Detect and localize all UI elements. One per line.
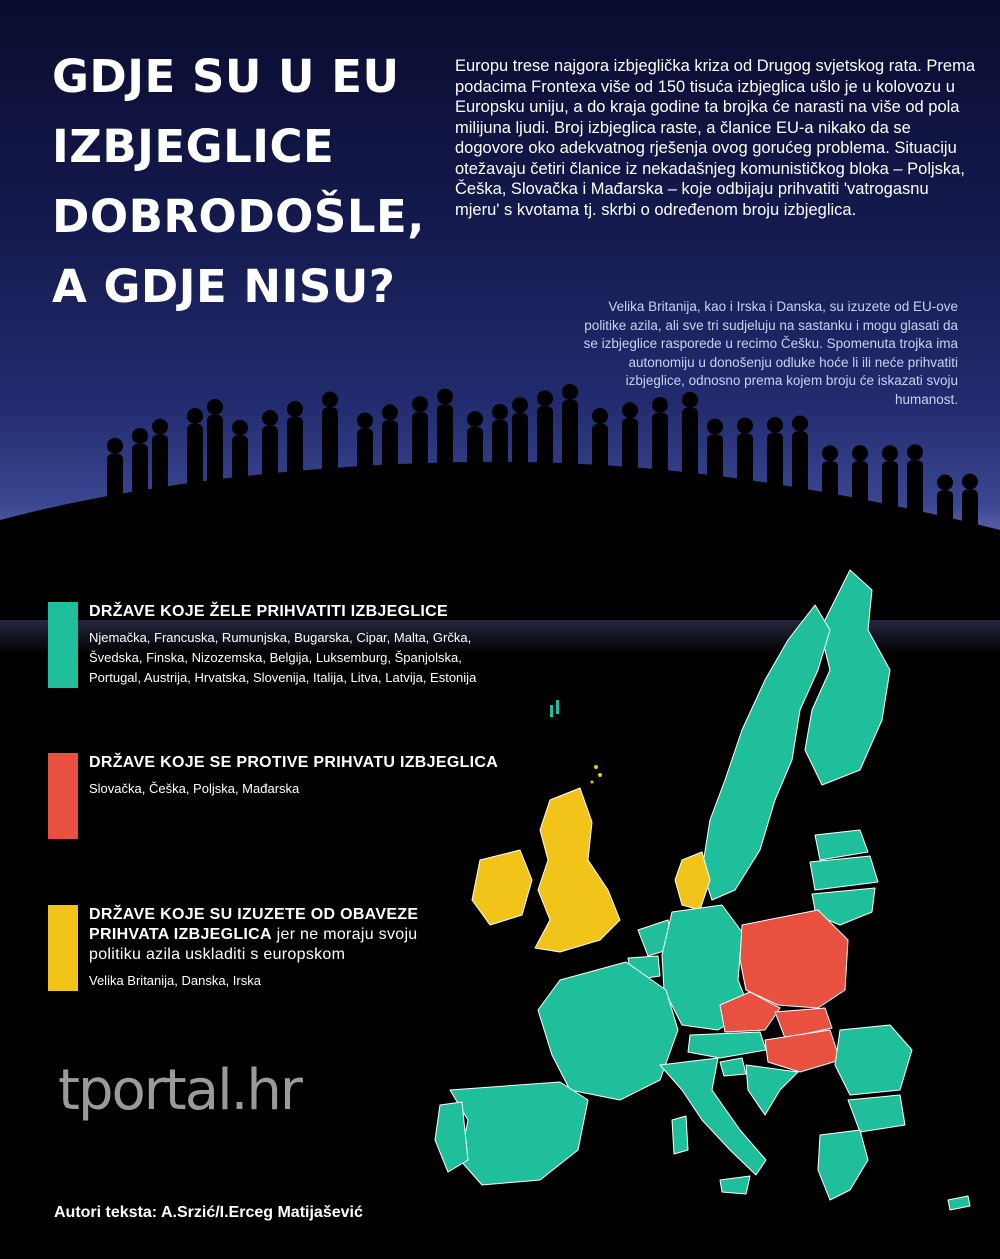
map-bulgaria <box>848 1095 905 1132</box>
map-romania <box>835 1025 912 1095</box>
person-silhouette <box>322 408 338 486</box>
person-silhouette <box>512 413 528 480</box>
person-head <box>852 445 868 461</box>
map-sardinia <box>672 1116 688 1154</box>
person-silhouette <box>132 444 148 503</box>
person-silhouette <box>707 435 723 491</box>
person-head <box>152 419 168 435</box>
map-slovenia <box>720 1058 746 1076</box>
person-head <box>512 397 528 413</box>
title-line: A GDJE NISU? <box>52 260 396 313</box>
person-head <box>562 384 578 400</box>
map-portugal <box>435 1102 468 1172</box>
person-silhouette <box>737 434 753 497</box>
person-silhouette <box>907 460 923 535</box>
person-silhouette <box>852 461 868 522</box>
legend-countries: Njemačka, Francuska, Rumunjska, Bugarska, Cipar, Malta, Grčka, Švedska, Finska, Nizozemska, Belgija, Luksemburg, Španjolska, Portugal, Austrija, Hrvatska, Slovenija, Italija, Litva, Latvija, Estonija <box>89 630 477 685</box>
person-silhouette <box>492 420 508 480</box>
title-line: IZBJEGLICE <box>52 120 335 173</box>
person-silhouette <box>592 424 608 482</box>
legend-countries: Velika Britanija, Danska, Irska <box>89 973 261 988</box>
person-silhouette <box>537 406 553 480</box>
title-line: GDJE SU U EU <box>52 50 400 103</box>
map-austria <box>688 1032 766 1058</box>
person-head <box>382 404 398 420</box>
legend-title-rest: jer ne moraju svoju politiku azila uskladiti s europskom <box>89 926 418 963</box>
person-silhouette <box>562 400 578 481</box>
intro-paragraph: Europu trese najgora izbjeglička kriza od Drugog svjetskog rata. Prema podacima Frontexa više od 150 tisuća izbjeglica ušlo je u kolovozu u Europsku uniju, a do kraja godine ta brojka će narasti na više od pola milijuna ljudi. Broj izbjeglica raste, a članice EU-a nikako da se dogovore oko adekvatnog rješenja ovog gorućeg problema. Situaciju otežavaju četiri članice iz nekadašnjeg komunističkog bloka – Poljska, Češka, Slovačka i Mađarska – koje odbijaju prihvatiti 'vatrogasnu mjeru' s kvotama tj. skrbi o određenom broju izbjeglica. <box>455 57 976 219</box>
person-silhouette <box>792 431 808 508</box>
person-head <box>287 401 303 417</box>
legend-title: DRŽAVE KOJE SE PROTIVE PRIHVATU IZBJEGLICA <box>89 754 499 771</box>
person-head <box>822 445 838 461</box>
person-head <box>232 420 248 436</box>
person-head <box>707 419 723 435</box>
person-head <box>262 410 278 426</box>
person-head <box>187 408 203 424</box>
person-silhouette <box>187 424 203 497</box>
logo-name: tportal <box>58 1058 231 1123</box>
person-head <box>622 402 638 418</box>
person-silhouette <box>937 491 953 543</box>
person-silhouette <box>357 429 373 484</box>
person-silhouette <box>382 420 398 482</box>
person-silhouette <box>437 405 453 481</box>
person-head <box>107 438 123 454</box>
person-head <box>592 408 608 424</box>
person-head <box>492 404 508 420</box>
map-croatia <box>746 1065 798 1115</box>
map-greece <box>818 1130 868 1200</box>
map-ireland <box>472 850 532 925</box>
person-head <box>652 397 668 413</box>
map-cyprus <box>948 1196 970 1210</box>
person-head <box>467 411 483 427</box>
person-head <box>737 418 753 434</box>
person-silhouette <box>287 417 303 488</box>
person-silhouette <box>207 415 223 495</box>
map-poland <box>740 910 848 1008</box>
map-estonia <box>815 830 868 860</box>
person-head <box>537 390 553 406</box>
eu-map <box>420 560 1000 1240</box>
map-uk <box>535 788 620 952</box>
legend-title-bold: DRŽAVE KOJE SU IZUZETE OD OBAVEZE PRIHVATA IZBJEGLICA <box>89 906 419 943</box>
person-silhouette <box>412 412 428 481</box>
person-silhouette <box>262 426 278 490</box>
page-title <box>52 42 432 322</box>
person-head <box>907 444 923 460</box>
person-head <box>767 417 783 433</box>
title-line: DOBRODOŠLE, <box>52 190 425 243</box>
person-silhouette <box>682 408 698 487</box>
person-head <box>207 399 223 415</box>
map-sicily <box>720 1176 750 1194</box>
map-spain <box>450 1082 588 1185</box>
logo-tld: .hr <box>230 1058 301 1123</box>
authors-credit: Autori teksta: A.Srzić/I.Erceg Matijašević <box>54 1204 363 1221</box>
map-finland <box>805 570 890 785</box>
legend-swatch-green <box>48 602 78 688</box>
tportal-logo <box>58 1058 301 1123</box>
legend-title: DRŽAVE KOJE ŽELE PRIHVATITI IZBJEGLICE <box>89 603 448 620</box>
person-silhouette <box>622 418 638 483</box>
map-denmark <box>675 852 710 910</box>
person-head <box>937 475 953 491</box>
person-silhouette <box>232 436 248 493</box>
legend-swatch-yellow <box>48 905 78 991</box>
person-head <box>357 413 373 429</box>
person-silhouette <box>962 490 978 549</box>
person-head <box>412 396 428 412</box>
map-latvia <box>810 856 878 890</box>
person-silhouette <box>152 435 168 501</box>
person-head <box>132 428 148 444</box>
person-silhouette <box>467 427 483 480</box>
legend-countries: Slovačka, Češka, Poljska, Mađarska <box>89 781 300 796</box>
person-silhouette <box>882 461 898 529</box>
legend-swatch-red <box>48 753 78 839</box>
person-silhouette <box>107 454 123 506</box>
person-head <box>682 392 698 408</box>
person-silhouette <box>652 413 668 485</box>
person-silhouette <box>767 433 783 503</box>
person-head <box>882 445 898 461</box>
person-head <box>962 474 978 490</box>
legend-title <box>89 905 449 965</box>
person-silhouette <box>822 461 838 515</box>
map-france <box>538 962 678 1100</box>
person-head <box>322 392 338 408</box>
map-hungary <box>765 1030 840 1072</box>
person-head <box>437 389 453 405</box>
person-head <box>792 415 808 431</box>
exemption-note: Velika Britanija, kao i Irska i Danska, su izuzete od EU-ove politike azila, ali sve tri sudjeluju na sastanku i mogu glasati da se izbjeglice rasporede u recimo Češku. Spomenuta trojka ima autonomiju u donošenju odluke hoće li ili neće prihvatiti izbjeglice, odnosno prema kojem broju će iskazati svoju humanost. <box>583 299 958 407</box>
